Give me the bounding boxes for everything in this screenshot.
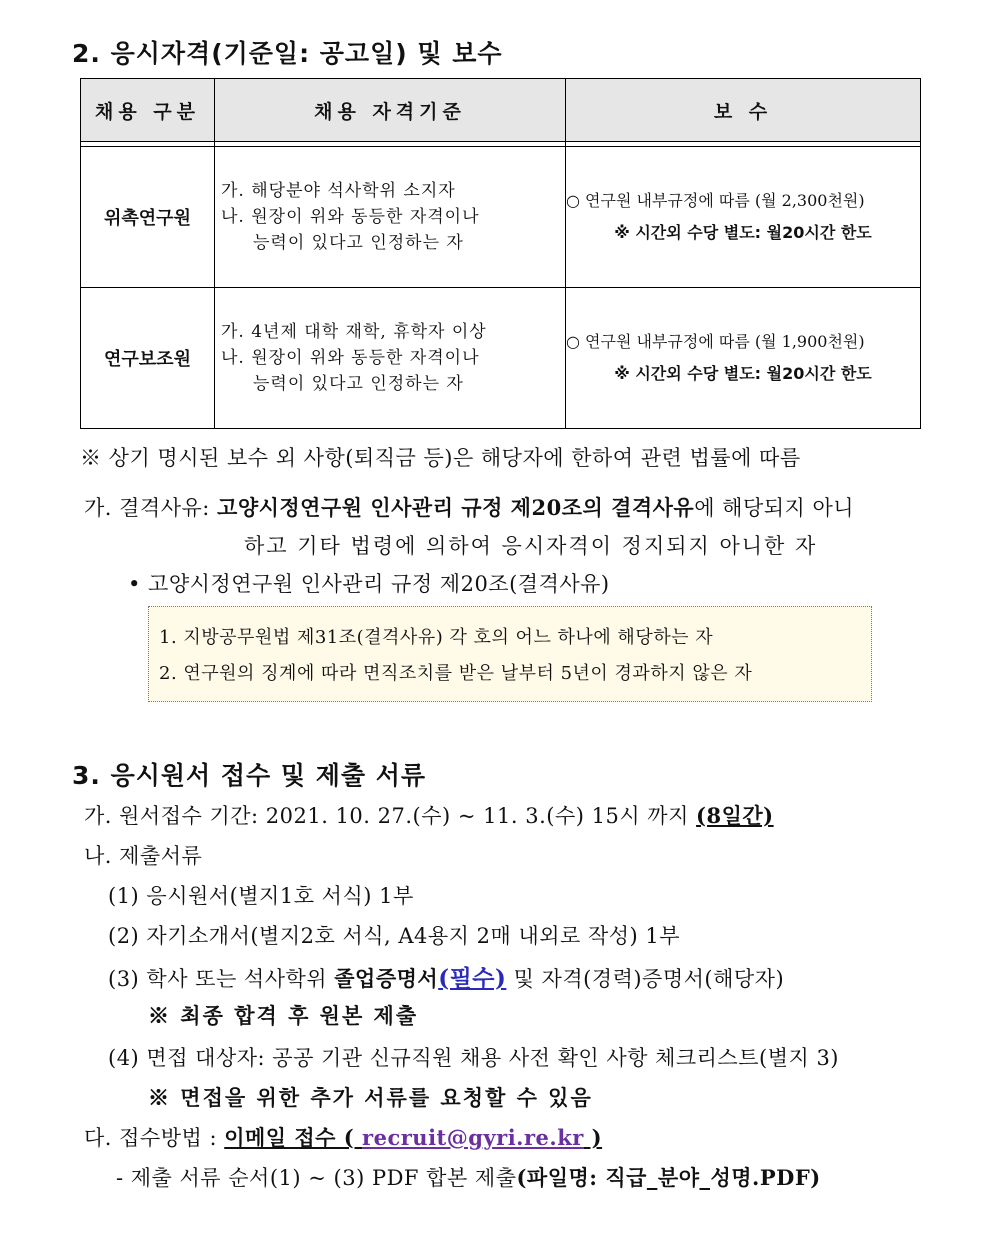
disqual-bullet: • 고양시정연구원 인사관리 규정 제20조(결격사유) xyxy=(128,572,610,596)
row-criteria xyxy=(215,147,566,288)
disqual-item: 1. 지방공무원법 제31조(결격사유) 각 호의 어느 하나에 해당하는 자 xyxy=(159,627,714,648)
header-category: 채용 구분 xyxy=(81,79,215,142)
doc3-note: ※ 최종 합격 후 원본 제출 xyxy=(148,1003,419,1028)
doc-item: (2) 자기소개서(별지2호 서식, A4용지 2매 내외로 작성) 1부 xyxy=(108,924,681,948)
filename-format: (파일명: 직급_분야_성명.PDF) xyxy=(516,1165,821,1190)
doc3-suffix: 및 자격(경력)증명서(해당자) xyxy=(506,967,785,991)
method-bold: 이메일 접수 ( xyxy=(224,1125,363,1150)
doc-item: (1) 응시원서(별지1호 서식) 1부 xyxy=(108,884,414,908)
method-label: 다. 접수방법 : xyxy=(84,1126,225,1150)
doc-item xyxy=(108,960,784,993)
pay-note: ※ 시간외 수당 별도: 월20시간 한도 xyxy=(614,223,872,242)
disqual-box xyxy=(148,606,872,702)
header-pay: 보 수 xyxy=(566,79,921,142)
application-period xyxy=(84,800,774,830)
period-text: 가. 원서접수 기간: 2021. 10. 27.(수) ~ 11. 3.(수) 15시 까지 xyxy=(84,804,697,828)
period-days: (8일간) xyxy=(696,803,774,828)
section-2-title: 2. 응시자격(기준일: 공고일) 및 보수 xyxy=(72,39,503,68)
submission-method xyxy=(84,1122,602,1152)
disqualification-line-1 xyxy=(84,492,854,522)
submission-order xyxy=(116,1162,821,1192)
table-footnote: ※ 상기 명시된 보수 외 사항(퇴직금 등)은 해당자에 한하여 관련 법률에 따름 xyxy=(80,446,801,470)
pay-text: ○ 연구원 내부규정에 따름 (월 1,900천원) xyxy=(566,332,865,351)
pay-text: ○ 연구원 내부규정에 따름 (월 2,300천원) xyxy=(566,191,865,210)
row-category: 위촉연구원 xyxy=(81,147,215,288)
doc4-note: ※ 면접을 위한 추가 서류를 요청할 수 있음 xyxy=(148,1085,593,1110)
criteria-line: 가. 해당분야 석사학위 소지자 xyxy=(221,181,456,201)
header-criteria: 채용 자격기준 xyxy=(215,79,566,142)
documents-title: 나. 제출서류 xyxy=(84,844,203,868)
row-pay xyxy=(566,147,921,288)
section-3-title: 3. 응시원서 접수 및 제출 서류 xyxy=(72,761,427,790)
doc3-text: (3) 학사 또는 석사학위 xyxy=(108,967,335,991)
criteria-line: 나. 원장이 위와 동등한 자격이나 xyxy=(221,348,480,368)
row-category: 연구보조원 xyxy=(81,288,215,429)
criteria-line: 가. 4년제 대학 재학, 휴학자 이상 xyxy=(221,322,487,342)
disqual-suffix: 에 해당되지 아니 xyxy=(694,496,855,520)
table-row xyxy=(81,147,921,288)
disqual-bold: 고양시정연구원 인사관리 규정 제20조의 결격사유 xyxy=(217,495,695,520)
pay-note: ※ 시간외 수당 별도: 월20시간 한도 xyxy=(614,364,872,383)
table-header-row xyxy=(81,79,921,142)
disqual-prefix: 가. 결격사유: xyxy=(84,496,218,520)
qualification-table xyxy=(80,78,921,429)
row-criteria xyxy=(215,288,566,429)
criteria-line: 능력이 있다고 인정하는 자 xyxy=(253,233,464,253)
doc-item: (4) 면접 대상자: 공공 기관 신규직원 채용 사전 확인 사항 체크리스트(별지 3) xyxy=(108,1046,840,1070)
criteria-line: 능력이 있다고 인정하는 자 xyxy=(253,374,464,394)
criteria-line: 나. 원장이 위와 동등한 자격이나 xyxy=(221,207,480,227)
disqualification-line-2: 하고 기타 법령에 의하여 응시자격이 정지되지 아니한 자 xyxy=(244,534,818,558)
required-mark: (필수) xyxy=(438,965,507,992)
table-row xyxy=(81,288,921,429)
doc3-bold: 졸업증명서 xyxy=(334,966,439,991)
row-pay xyxy=(566,288,921,429)
disqual-item: 2. 연구원의 징계에 따라 면직조치를 받은 날부터 5년이 경과하지 않은 자 xyxy=(159,663,753,684)
order-text: - 제출 서류 순서(1) ~ (3) PDF 합본 제출 xyxy=(116,1166,517,1190)
email-link[interactable]: recruit@gyri.re.kr xyxy=(362,1125,584,1150)
method-close: ) xyxy=(583,1125,603,1150)
